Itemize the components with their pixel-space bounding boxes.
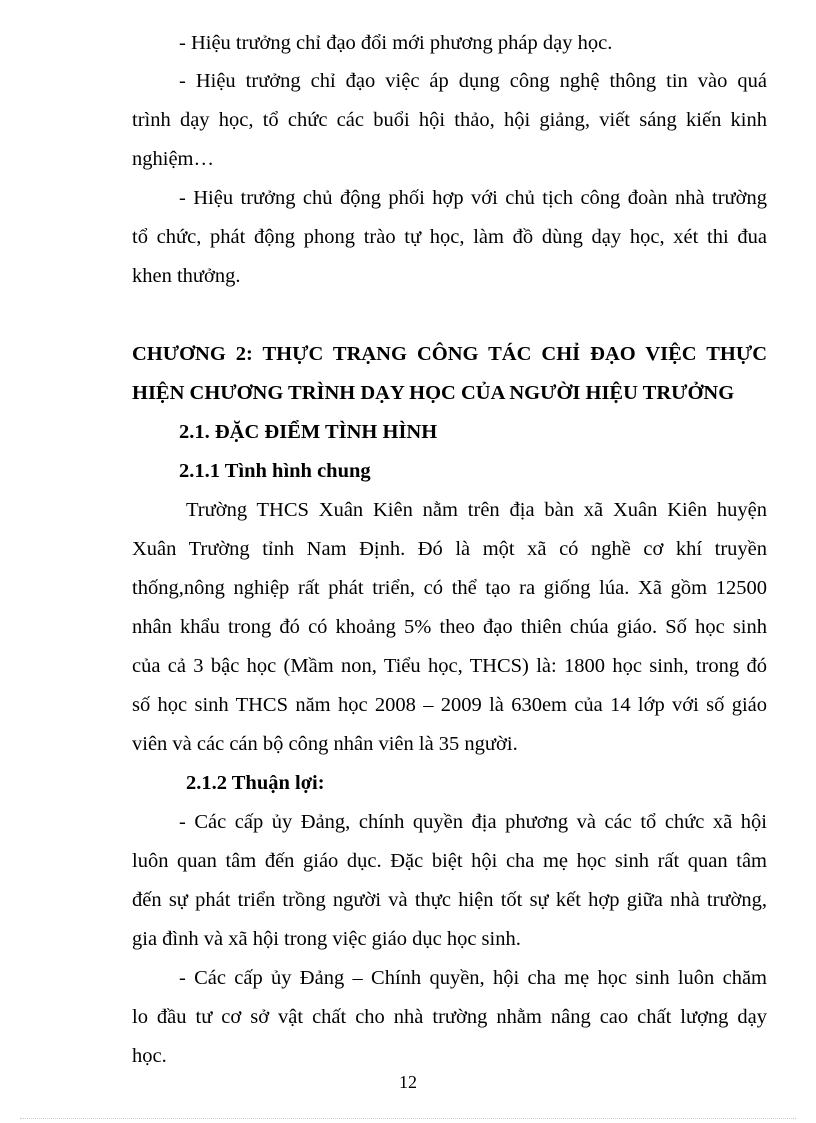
chapter-heading: HIỆN CHƯƠNG TRÌNH DẠY HỌC CỦA NGƯỜI HIỆU TRƯỞNG — [132, 382, 735, 404]
body-text-line: - Các cấp ủy Đảng, chính quyền địa phương và các tổ chức xã hội — [179, 811, 767, 833]
body-text-line: lo đầu tư cơ sở vật chất cho nhà trường nhằm nâng cao chất lượng dạy — [132, 1006, 767, 1028]
section-heading: 2.1. ĐẶC ĐIỂM TÌNH HÌNH — [179, 421, 438, 443]
body-text-line: nhân khẩu trong đó có khoảng 5% theo đạo thiên chúa giáo. Số học sinh — [132, 616, 767, 638]
body-text-line: gia đình và xã hội trong việc giáo dục học sinh. — [132, 928, 521, 950]
body-text-line: - Hiệu trưởng chỉ đạo việc áp dụng công nghệ thông tin vào quá — [179, 70, 767, 92]
body-text-line: trình dạy học, tổ chức các buổi hội thảo, hội giảng, viết sáng kiến kinh — [132, 109, 767, 131]
body-text-line: Xuân Trường tỉnh Nam Định. Đó là một xã có nghề cơ khí truyền — [132, 538, 767, 560]
body-text-line: - Hiệu trưởng chủ động phối hợp với chủ tịch công đoàn nhà trường — [179, 187, 767, 209]
page-number: 12 — [399, 1072, 417, 1092]
body-text-line: thống,nông nghiệp rất phát triển, có thể tạo ra giống lúa. Xã gồm 12500 — [132, 577, 767, 599]
body-text-line: đến sự phát triển trồng người và thực hiện tốt sự kết hợp giữa nhà trường, — [132, 889, 767, 911]
subsection-heading: 2.1.1 Tình hình chung — [179, 460, 371, 482]
body-text-line: - Hiệu trưởng chỉ đạo đổi mới phương pháp dạy học. — [179, 32, 613, 54]
body-text-line: nghiệm… — [132, 148, 214, 170]
body-text-line: luôn quan tâm đến giáo dục. Đặc biệt hội cha mẹ học sinh rất quan tâm — [132, 850, 767, 872]
body-text-line: học. — [132, 1045, 167, 1067]
body-text-line: Trường THCS Xuân Kiên nằm trên địa bàn xã Xuân Kiên huyện — [186, 499, 767, 521]
body-text-line: của cả 3 bậc học (Mầm non, Tiểu học, THCS) là: 1800 học sinh, trong đó — [132, 655, 767, 677]
body-text-line: - Các cấp ủy Đảng – Chính quyền, hội cha mẹ học sinh luôn chăm — [179, 967, 767, 989]
body-text-line: khen thưởng. — [132, 265, 241, 287]
body-text-line: số học sinh THCS năm học 2008 – 2009 là 630em của 14 lớp với số giáo — [132, 694, 767, 716]
page-bottom-rule — [20, 1118, 796, 1119]
body-text-line: viên và các cán bộ công nhân viên là 35 người. — [132, 733, 518, 755]
subsection-heading: 2.1.2 Thuận lợi: — [186, 772, 325, 794]
body-text-line: tổ chức, phát động phong trào tự học, làm đồ dùng dạy học, xét thi đua — [132, 226, 767, 248]
chapter-heading: CHƯƠNG 2: THỰC TRẠNG CÔNG TÁC CHỈ ĐẠO VIỆC THỰC — [132, 343, 767, 365]
